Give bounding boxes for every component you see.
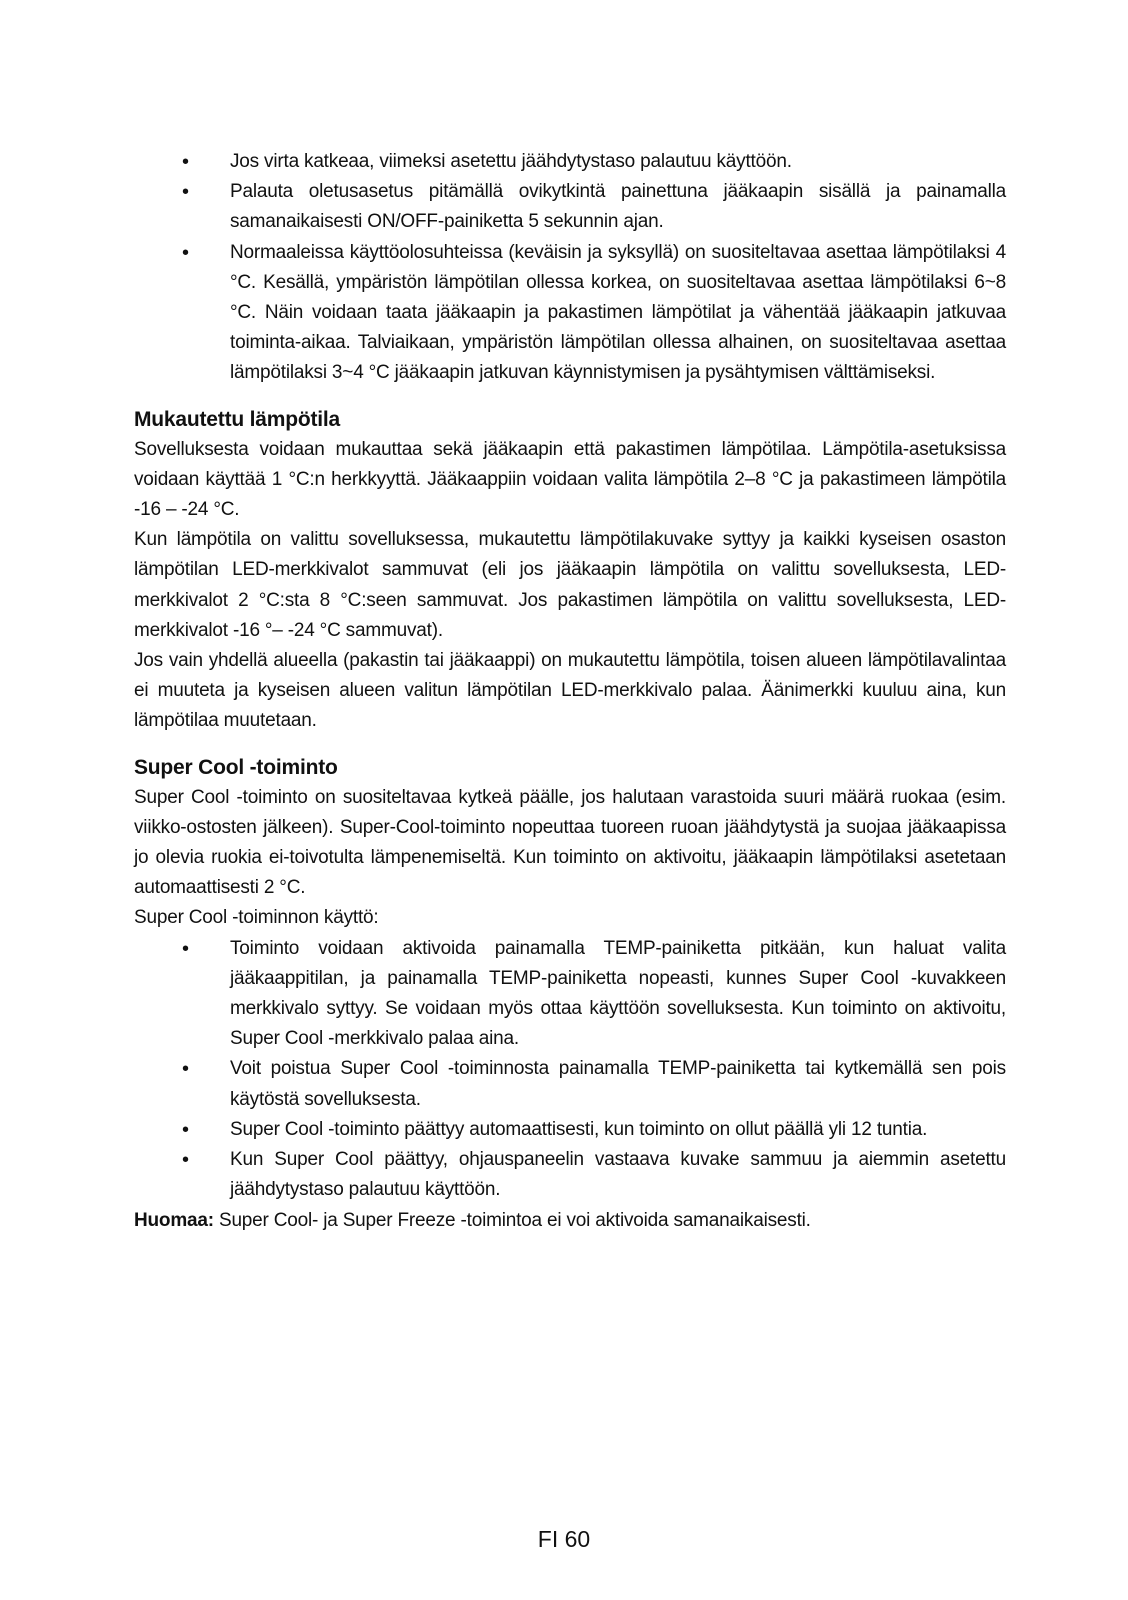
page-number: FI 60 <box>537 1526 591 1552</box>
intro-bullet-list <box>134 147 1006 389</box>
page-body <box>134 147 1006 1236</box>
list-item-text: Normaaleissa käyttöolosuhteissa (keväisin ja syksyllä) on suositeltavaa asettaa lämpötilaksi 4 °C. Kesällä, ympäristön lämpötilan ollessa korkea, on suositeltavaa asettaa lämpötilaksi 6~8 °C. Näin voidaan taata jääkaapin ja pakastimen lämpötilat ja vähentää jääkaapin jatkuvaa toiminta-aikaa. Talviaikaan, ympäristön lämpötilan ollessa alhainen, on suositeltavaa asettaa lämpötilaksi 3~4 °C jääkaapin jatkuvan käynnistymisen ja pysähtymisen välttämiseksi. <box>230 241 1006 384</box>
list-item <box>182 238 1006 389</box>
list-item-text: Kun Super Cool päättyy, ohjauspaneelin vastaava kuvake sammuu ja aiemmin asetettu jäähdytystaso palautuu käyttöön. <box>230 1149 1006 1201</box>
note <box>134 1206 1006 1236</box>
usage-label: Super Cool -toiminnon käyttö: <box>134 907 379 929</box>
list-item-text: Toiminto voidaan aktivoida painamalla TEMP-painiketta pitkään, kun haluat valita jääkaappitilan, ja painamalla TEMP-painiketta nopeasti, kunnes Super Cool -kuvakkeen merkkivalo syttyy. Se voidaan myös ottaa käyttöön sovelluksesta. Kun toiminto on aktivoitu, Super Cool -merkkivalo palaa aina. <box>230 937 1006 1050</box>
bullet-icon: • <box>182 1118 189 1141</box>
paragraph: Sovelluksesta voidaan mukauttaa sekä jääkaapin että pakastimen lämpötilaa. Lämpötila-asetuksissa voidaan käyttää 1 °C:n herkkyyttä. Jääkaappiin voidaan valita lämpötila 2–8 °C ja pakastimeen lämpötila -16 – -24 °C. <box>134 438 1006 521</box>
bullet-icon: • <box>182 1149 189 1172</box>
list-item <box>182 1054 1006 1114</box>
list-item-text: Super Cool -toiminto päättyy automaattisesti, kun toiminto on ollut päällä yli 12 tuntia. <box>230 1118 928 1140</box>
list-item-text: Voit poistua Super Cool -toiminnosta painamalla TEMP-painiketta tai kytkemällä sen pois käytöstä sovelluksesta. <box>230 1058 1006 1110</box>
list-item <box>182 1115 1006 1145</box>
list-item <box>182 147 1006 177</box>
note-label: Huomaa: <box>134 1209 214 1231</box>
paragraph: Kun lämpötila on valittu sovelluksessa, mukautettu lämpötilakuvake syttyy ja kaikki kyseisen osaston lämpötilan LED-merkkivalot sammuvat (eli jos jääkaapin lämpötila on valittu sovelluksesta, LED-merkkivalot 2 °C:sta 8 °C:seen sammuvat. Jos pakastimen lämpötila on valittu sovelluksesta, LED-merkkivalot -16 °– -24 °C sammuvat). <box>134 529 1006 641</box>
list-item <box>182 934 1006 1055</box>
list-item-text: Palauta oletusasetus pitämällä ovikytkintä painettuna jääkaapin sisällä ja painamalla samanaikaisesti ON/OFF-painiketta 5 sekunnin ajan. <box>230 181 1006 233</box>
paragraph: Super Cool -toiminto on suositeltavaa kytkeä päälle, jos halutaan varastoida suuri määrä ruokaa (esim. viikko-ostosten jälkeen). Super-Cool-toiminto nopeuttaa tuoreen ruoan jäähdytystä ja suojaa jääkaapissa jo olevia ruokia ei-toivotulta lämpenemiseltä. Kun toiminto on aktivoitu, jääkaapin lämpötilaksi asetetaan automaattisesti 2 °C. <box>134 786 1006 899</box>
list-item <box>182 1145 1006 1205</box>
bullet-icon: • <box>182 1058 189 1081</box>
note-text: Super Cool- ja Super Freeze -toimintoa ei voi aktivoida samanaikaisesti. <box>213 1209 811 1231</box>
bullet-icon: • <box>182 241 189 264</box>
list-item-text: Jos virta katkeaa, viimeksi asetettu jäähdytystaso palautuu käyttöön. <box>230 151 792 172</box>
bullet-icon: • <box>182 937 189 960</box>
section-heading-custom-temperature: Mukautettu lämpötila <box>134 407 341 431</box>
super-cool-bullet-list <box>134 934 1006 1206</box>
section-heading-super-cool: Super Cool -toiminto <box>134 755 338 779</box>
bullet-icon: • <box>182 181 189 204</box>
list-item <box>182 177 1006 237</box>
paragraph: Jos vain yhdellä alueella (pakastin tai jääkaappi) on mukautettu lämpötila, toisen alueen lämpötilavalintaa ei muuteta ja kyseisen alueen valitun lämpötilan LED-merkkivalo palaa. Äänimerkki kuuluu aina, kun lämpötilaa muutetaan. <box>134 650 1006 732</box>
bullet-icon: • <box>182 151 189 173</box>
